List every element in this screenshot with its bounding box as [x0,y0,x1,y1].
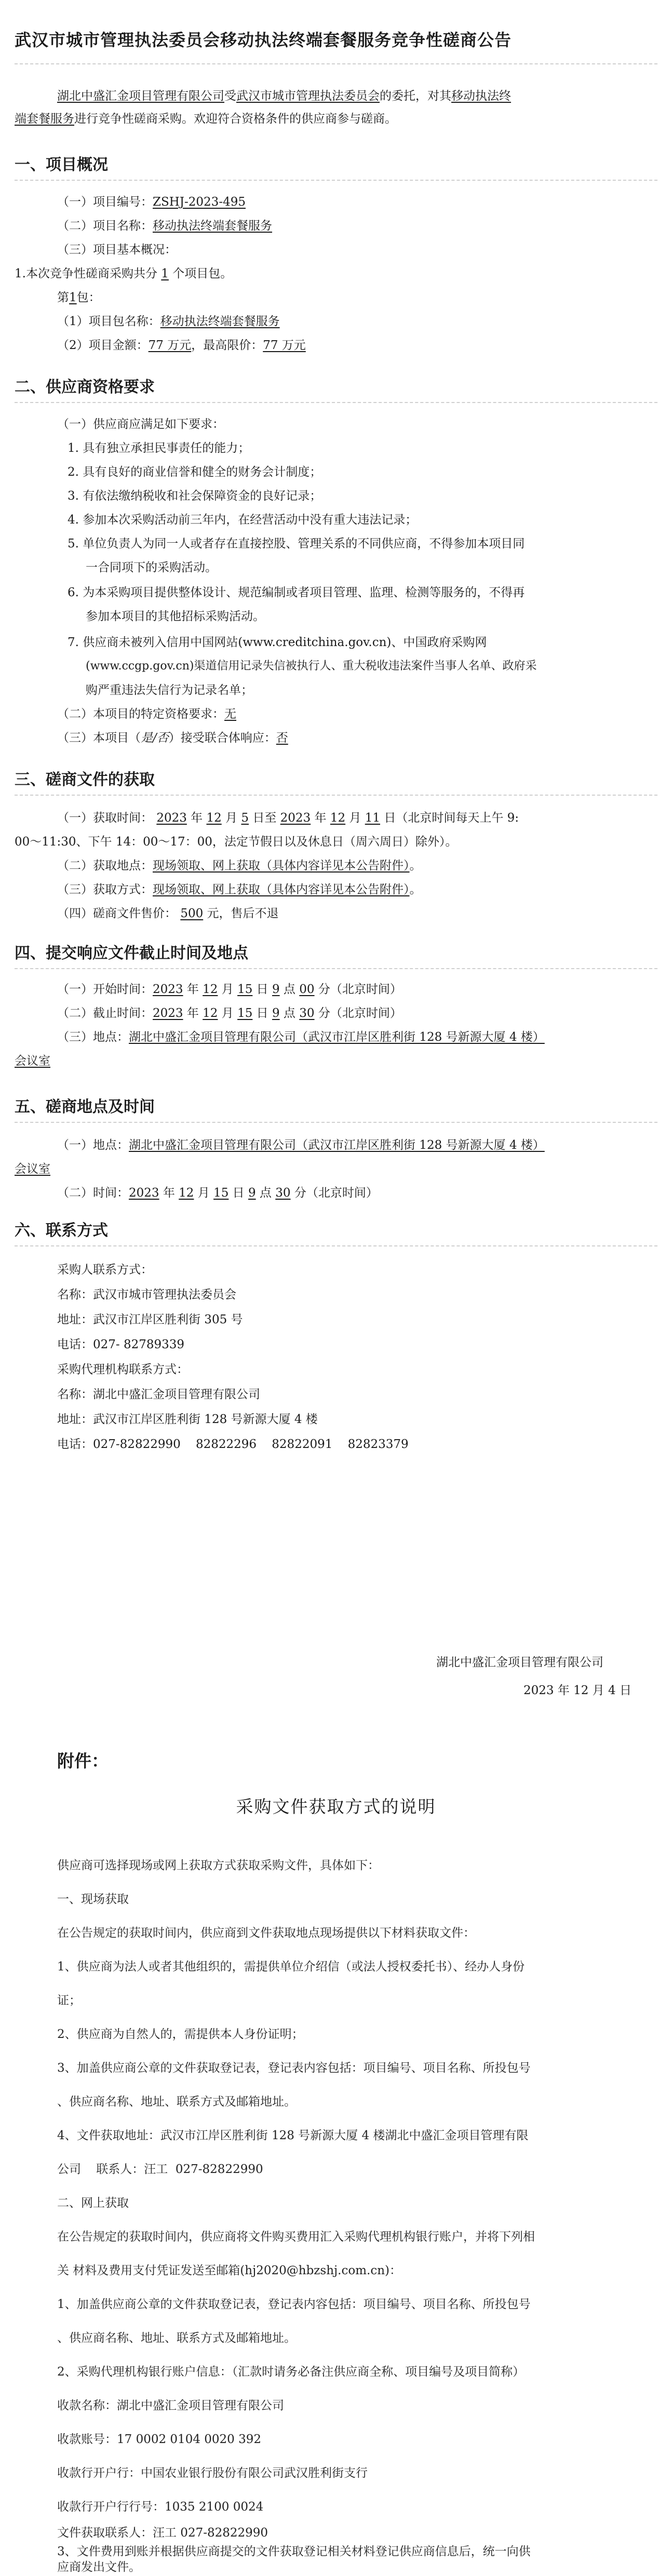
attachment-line: 文件获取联系人：汪工 027-82822990 [57,2526,268,2540]
attachment-line: 收款账号：17 0002 0104 0020 392 [57,2433,262,2446]
agency-contact-name: 名称：湖北中盛汇金项目管理有限公司 [57,1388,260,1401]
submit-address-line-1: （三）地点：湖北中盛汇金项目管理有限公司（武汉市江岸区胜利街 128 号新源大厦 4 楼） [57,1030,545,1044]
negotiation-address-line-2: 会议室 [15,1162,50,1176]
obtain-time-line-2: 00～11:30、下午 14：00～17：00，法定节假日以及休息日（周六周日）除外）。 [15,835,458,849]
section-5-heading: 五、磋商地点及时间 [15,1098,155,1116]
agency-name: 湖北中盛汇金项目管理有限公司 [57,89,224,103]
attachment-line: 收款行开户行行号：1035 2100 0024 [57,2500,264,2514]
attachment-line: 2、采购代理机构银行账户信息：（汇款时请务必备注供应商全称、项目编号及项目简称） [57,2365,525,2379]
attachment-line: 1、加盖供应商公章的文件获取登记表，登记表内容包括：项目编号、项目名称、所投包号 [57,2298,531,2311]
intro-line-2: 端套餐服务进行竞争性磋商采购。欢迎符合资格条件的供应商参与磋商。 [15,112,397,126]
attachment-line: 关 材料及费用支付凭证发送至邮箱(hj2020@hbzshj.com.cn)： [57,2264,401,2277]
package-name: （1）项目包名称：移动执法终端套餐服务 [57,315,280,328]
requirement-2: 2. 具有良好的商业信誉和健全的财务会计制度； [68,465,322,479]
obtain-place: （二）获取地点：现场领取、网上获取（具体内容详见本公告附件）。 [57,859,422,873]
attachment-line: 二、网上获取 [57,2196,129,2210]
attachment-line: 应商发出文件。 [57,2560,141,2574]
section-1-heading: 一、项目概况 [15,156,108,174]
project-name: （二）项目名称：移动执法终端套餐服务 [57,219,272,233]
attachment-line: 在公告规定的获取时间内，供应商将文件购买费用汇入采购代理机构银行账户，并将下列相 [57,2230,535,2244]
project-name-part-a: 移动执法终 [451,89,511,103]
requirement-6-line-1: 6. 为本采购项目提供整体设计、规范编制或者项目管理、监理、检测等服务的，不得再 [68,586,525,599]
attachment-label: 附件： [57,1751,109,1771]
buyer-contact-address: 地址：武汉市江岸区胜利街 305 号 [57,1313,243,1326]
project-code: （一）项目编号：ZSHJ-2023-495 [57,195,246,209]
buyer-contact-name: 名称：武汉市城市管理执法委员会 [57,1288,236,1302]
agency-contact-title: 采购代理机构联系方式： [57,1363,189,1376]
project-basic-info: （三）项目基本概况： [57,243,177,257]
signature-date: 2023 年 12 月 4 日 [523,1684,631,1697]
requirement-6-line-2: 参加本项目的其他招标采购活动。 [86,610,265,623]
obtain-time-line-1: （一）获取时间： 2023 年 12 月 5 日至 2023 年 12 月 11 日（北京时间每天上午 9: [57,811,519,825]
buyer-contact-phone: 电话：027- 82789339 [57,1338,185,1351]
submit-start-time: （一）开始时间：2023 年 12 月 15 日 9 点 00 分（北京时间） [57,983,402,996]
attachment-line: 一、现场获取 [57,1893,129,1906]
section-4-divider [15,968,657,969]
requirement-7-line-1: 7. 供应商未被列入信用中国网站(www.creditchina.gov.cn)、中国政府采购网 [68,636,487,649]
requirement-5-line-2: 一合同项下的采购活动。 [86,561,217,574]
section-1-divider [15,180,657,181]
attachment-line: 、供应商名称、地址、联系方式及邮箱地址。 [57,2095,296,2109]
section-6-divider [15,1245,657,1246]
submit-end-time: （二）截止时间：2023 年 12 月 15 日 9 点 30 分（北京时间） [57,1007,402,1020]
attachment-title: 采购文件获取方式的说明 [236,1796,436,1817]
joint-venture: （三）本项目（是/否）接受联合体响应：否 [57,731,288,745]
attachment-line: 公司 联系人：汪工 027-82822990 [57,2163,263,2176]
obtain-method: （三）获取方式：现场领取、网上获取（具体内容详见本公告附件）。 [57,883,422,896]
requirement-4: 4. 参加本次采购活动前三年内，在经营活动中没有重大违法记录； [68,513,418,527]
special-requirement: （二）本项目的特定资格要求：无 [57,707,236,721]
intro-line-1: 湖北中盛汇金项目管理有限公司受武汉市城市管理执法委员会的委托，对其移动执法终 [57,89,511,103]
section-5-divider [15,1122,657,1123]
attachment-line: 供应商可选择现场或网上获取方式获取采购文件，具体如下： [57,1859,380,1872]
title-divider [15,63,657,64]
attachment-line: 1、供应商为法人或者其他组织的，需提供单位介绍信（或法人授权委托书）、经办人身份 [57,1960,525,1974]
notice-title: 武汉市城市管理执法委员会移动执法终端套餐服务竞争性磋商公告 [15,30,512,50]
section-4-heading: 四、提交响应文件截止时间及地点 [15,944,248,962]
package-number: 第1包： [57,291,101,304]
buyer-name: 武汉市城市管理执法委员会 [236,89,380,103]
submit-address-line-2: 会议室 [15,1054,50,1068]
qualification-intro: （一）供应商应满足如下要求： [57,418,224,431]
buyer-contact-title: 采购人联系方式： [57,1263,153,1277]
project-name-part-b: 端套餐服务 [15,112,74,126]
document-price: （四）磋商文件售价： 500 元，售后不退 [57,907,279,920]
package-amount: （2）项目金额：77 万元，最高限价：77 万元 [57,339,306,352]
requirement-1: 1. 具有独立承担民事责任的能力； [68,441,250,455]
attachment-line: 4、文件获取地址：武汉市江岸区胜利街 128 号新源大厦 4 楼湖北中盛汇金项目管理有限 [57,2129,529,2142]
section-6-heading: 六、联系方式 [15,1222,108,1240]
section-3-heading: 三、磋商文件的获取 [15,771,155,789]
attachment-line: 3、文件费用到账并根据供应商提交的文件获取登记相关材料登记供应商信息后，统一向供 [57,2545,531,2558]
section-3-divider [15,795,657,796]
requirement-3: 3. 有依法缴纳税收和社会保障资金的良好记录； [68,489,322,503]
requirement-7-line-2: (www.ccgp.gov.cn)渠道信用记录失信被执行人、重大税收违法案件当事人名单、政府采 [86,660,537,673]
agency-contact-address: 地址：武汉市江岸区胜利街 128 号新源大厦 4 楼 [57,1413,318,1426]
attachment-line: 证； [57,1994,81,2007]
attachment-line: 2、供应商为自然人的，需提供本人身份证明； [57,2028,304,2041]
signature-organization: 湖北中盛汇金项目管理有限公司 [436,1656,603,1669]
attachment-line: 3、加盖供应商公章的文件获取登记表，登记表内容包括：项目编号、项目名称、所投包号 [57,2061,531,2075]
attachment-line: 收款行开户行：中国农业银行股份有限公司武汉胜利街支行 [57,2466,368,2480]
negotiation-address-line-1: （一）地点：湖北中盛汇金项目管理有限公司（武汉市江岸区胜利街 128 号新源大厦 4 楼） [57,1138,545,1152]
attachment-line: 收款名称：湖北中盛汇金项目管理有限公司 [57,2399,284,2412]
requirement-5-line-1: 5. 单位负责人为同一人或者存在直接控股、管理关系的不同供应商，不得参加本项目同 [68,537,525,551]
negotiation-time: （二）时间：2023 年 12 月 15 日 9 点 30 分（北京时间） [57,1186,378,1200]
section-2-heading: 二、供应商资格要求 [15,378,155,396]
agency-contact-phone: 电话：027-82822990 82822296 82822091 82823379 [57,1438,409,1451]
requirement-7-line-3: 购严重违法失信行为记录名单； [86,683,253,697]
attachment-line: 、供应商名称、地址、联系方式及邮箱地址。 [57,2331,296,2345]
package-count: 1.本次竞争性磋商采购共分 1 个项目包。 [15,267,233,280]
section-2-divider [15,402,657,403]
attachment-line: 在公告规定的获取时间内，供应商到文件获取地点现场提供以下材料获取文件： [57,1926,475,1940]
